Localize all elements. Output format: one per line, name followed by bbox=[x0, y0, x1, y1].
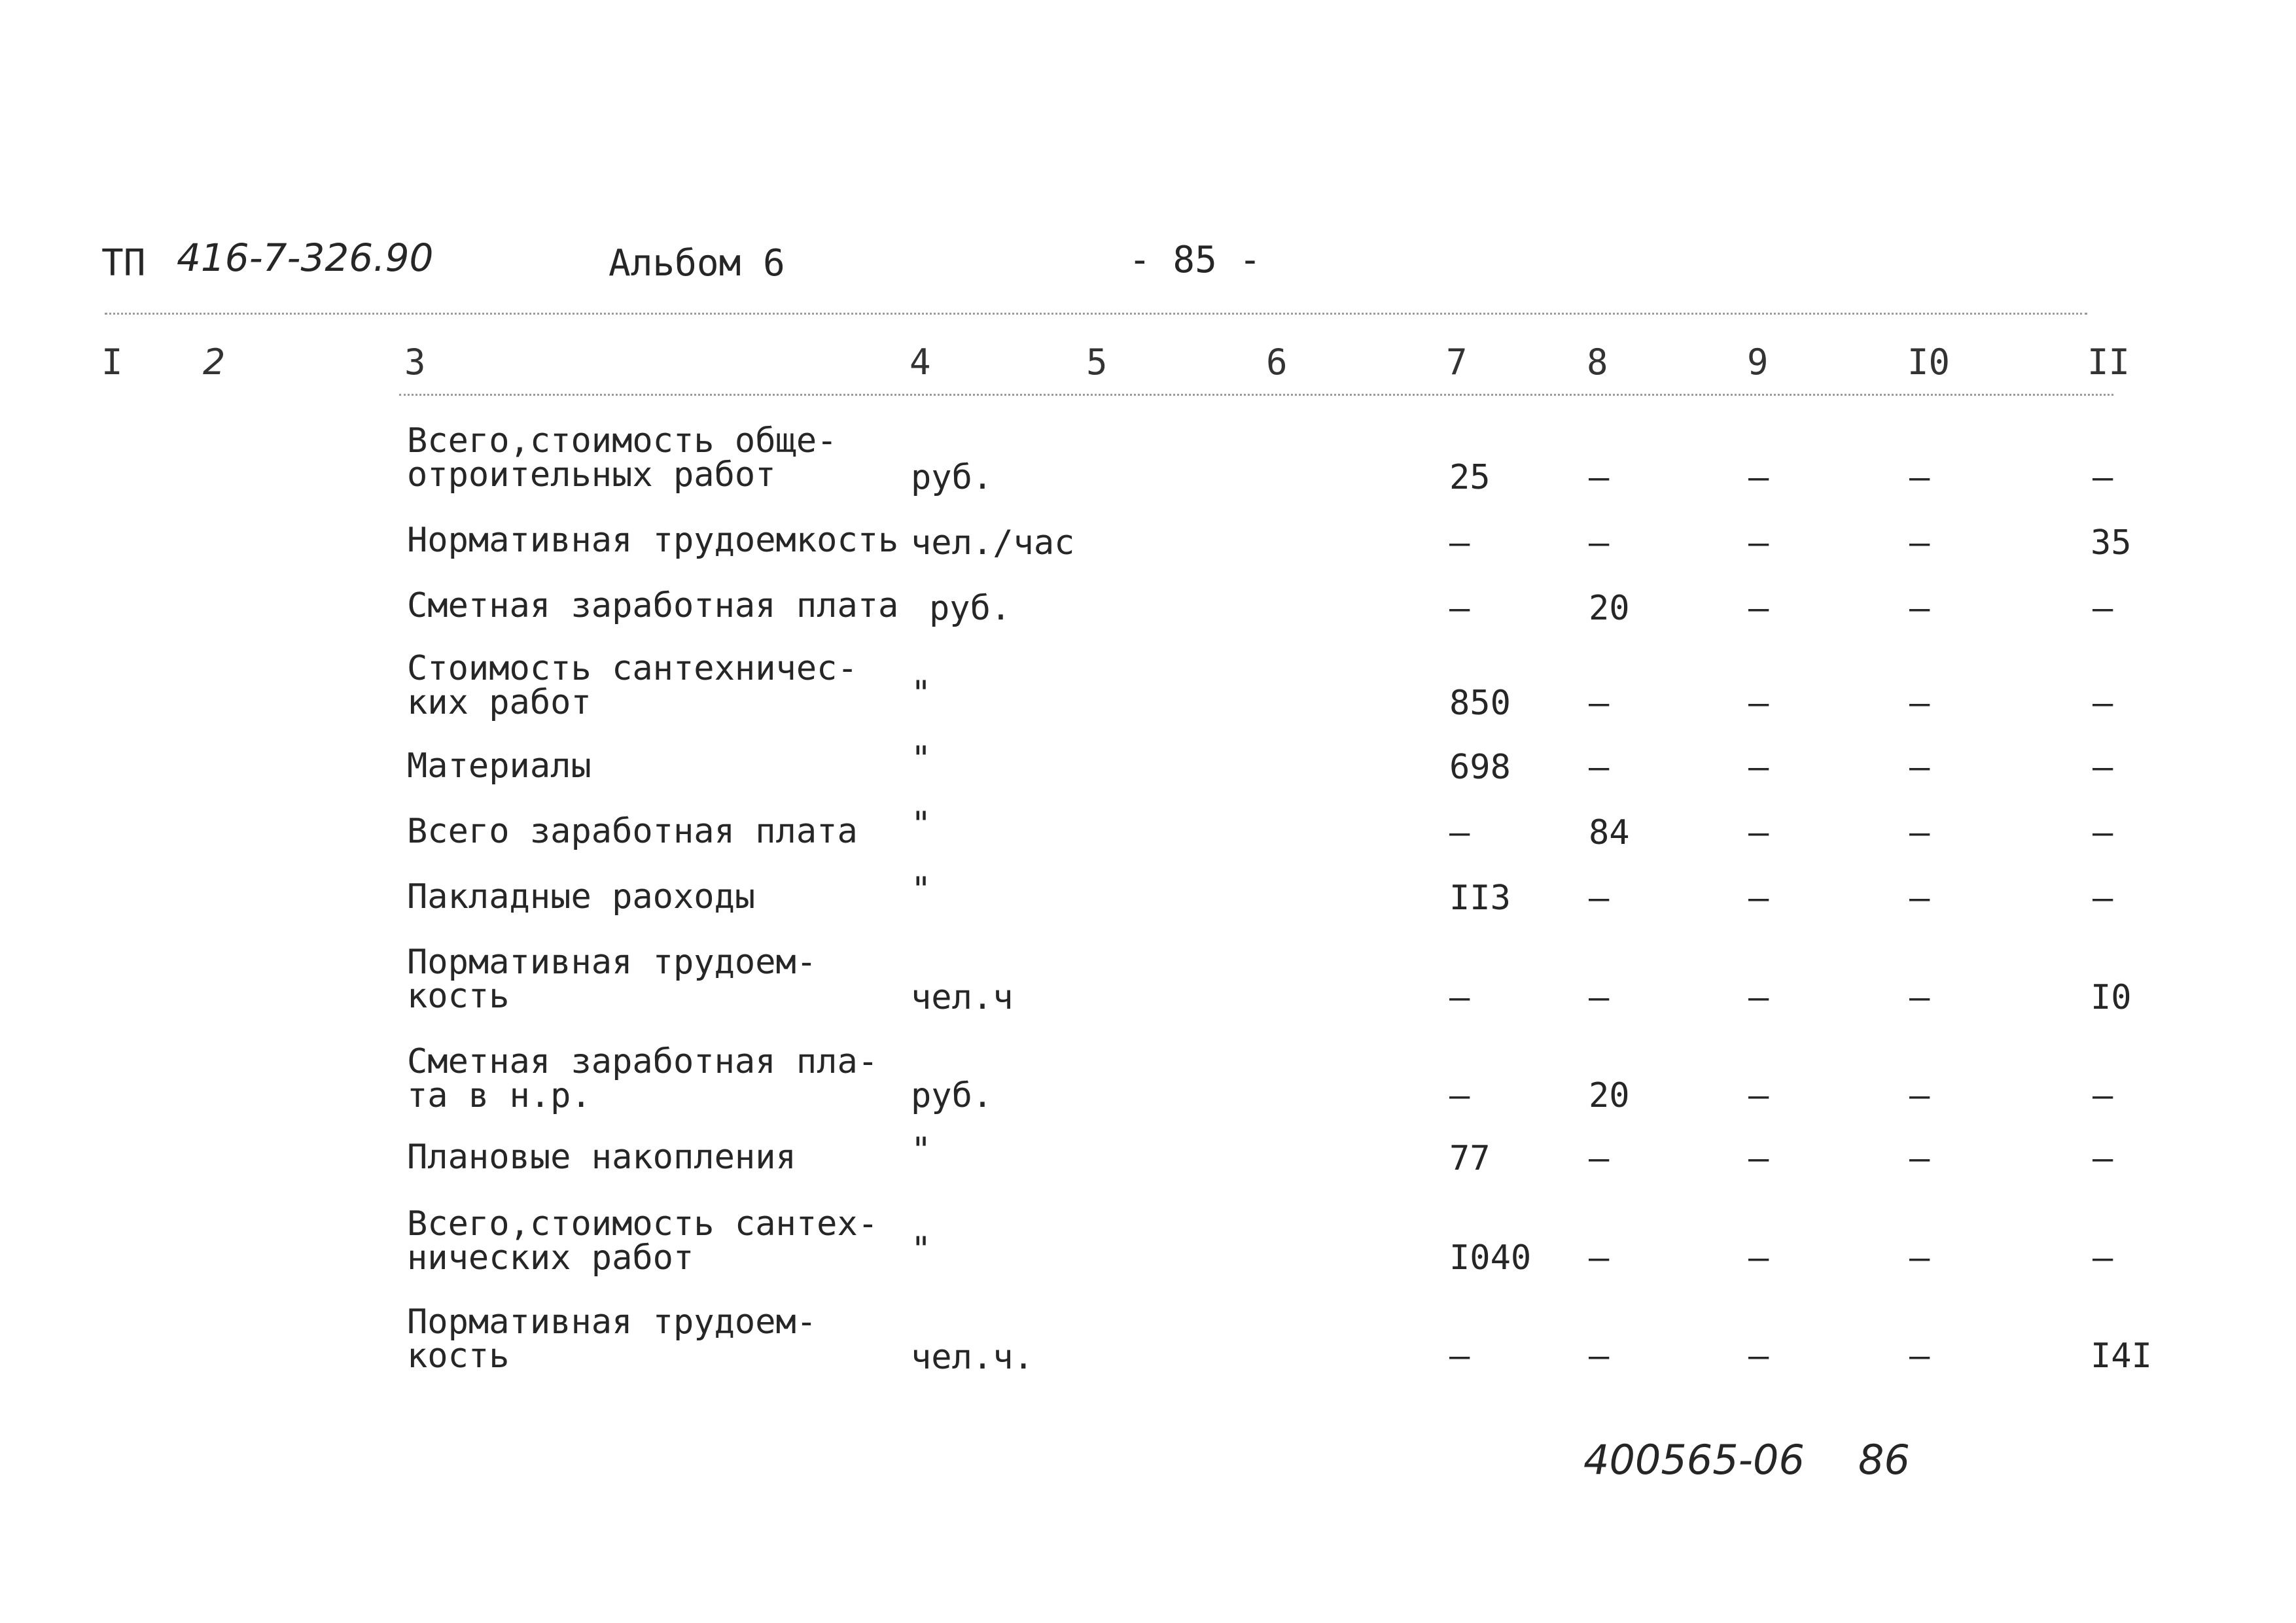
album-label: Альбом 6 bbox=[609, 242, 785, 285]
row-unit: чел./час bbox=[911, 523, 1075, 563]
row-name-line1: Пакладные раоходы bbox=[407, 877, 756, 916]
row-unit: " bbox=[911, 805, 932, 844]
row-unit: руб. bbox=[911, 458, 993, 497]
col9-value: – bbox=[1748, 1076, 1769, 1115]
col10-value: – bbox=[1909, 684, 1930, 723]
col9-value: – bbox=[1748, 879, 1769, 918]
row-name-line2: та в н.р. bbox=[407, 1076, 592, 1115]
col7-value: 850 bbox=[1449, 684, 1511, 723]
row-name-line1: Нормативная трудоемкость bbox=[407, 521, 899, 560]
col8-value: – bbox=[1589, 1238, 1610, 1278]
doc-prefix: ТП bbox=[101, 242, 146, 285]
col7-value: – bbox=[1449, 978, 1470, 1017]
col11-value: – bbox=[2093, 748, 2113, 787]
row-unit: " bbox=[911, 1230, 932, 1269]
row-unit: " bbox=[911, 674, 932, 713]
col10-value: – bbox=[1909, 1238, 1930, 1278]
row-unit: руб. bbox=[929, 589, 1012, 628]
col7-value: 25 bbox=[1449, 458, 1491, 497]
col10-value: – bbox=[1909, 1076, 1930, 1115]
col8-value: – bbox=[1589, 1139, 1610, 1178]
col9-value: – bbox=[1748, 523, 1769, 563]
col7-value: I040 bbox=[1449, 1238, 1532, 1278]
col8-value: – bbox=[1589, 1336, 1610, 1376]
column-number: II bbox=[2087, 341, 2130, 383]
col7-value: 77 bbox=[1449, 1139, 1491, 1178]
sheet-number: 86 bbox=[1858, 1436, 1910, 1484]
doc-number: 416-7-326.90 bbox=[177, 236, 434, 280]
col8-value: – bbox=[1589, 458, 1610, 497]
archive-number: 400565-06 bbox=[1583, 1436, 1805, 1484]
col9-value: – bbox=[1748, 589, 1769, 628]
col11-value: – bbox=[2093, 1139, 2113, 1178]
col9-value: – bbox=[1748, 1238, 1769, 1278]
row-unit: чел.ч. bbox=[911, 1338, 1034, 1377]
col11-value: – bbox=[2093, 813, 2113, 852]
col10-value: – bbox=[1909, 1336, 1930, 1376]
column-number: 3 bbox=[404, 341, 426, 383]
column-number: I bbox=[101, 341, 123, 383]
col7-value: – bbox=[1449, 813, 1470, 852]
col8-value: – bbox=[1589, 879, 1610, 918]
row-unit: " bbox=[911, 1130, 932, 1170]
col11-value: I0 bbox=[2091, 978, 2132, 1017]
col7-value: II3 bbox=[1449, 879, 1511, 918]
row-unit: " bbox=[911, 739, 932, 778]
row-name-line1: Всего,стоимость сантех- bbox=[407, 1204, 879, 1244]
col9-value: – bbox=[1748, 458, 1769, 497]
row-name-line1: Стоимость сантехничес- bbox=[407, 649, 858, 688]
row-name-line1: Пормативная трудоем- bbox=[407, 943, 817, 982]
column-number: 5 bbox=[1086, 341, 1108, 383]
column-number: I0 bbox=[1907, 341, 1951, 383]
col8-value: 20 bbox=[1589, 589, 1630, 628]
col9-value: – bbox=[1748, 1336, 1769, 1376]
col8-value: – bbox=[1589, 748, 1610, 787]
col9-value: – bbox=[1748, 813, 1769, 852]
col11-value: I4I bbox=[2091, 1336, 2152, 1376]
row-unit: руб. bbox=[911, 1076, 993, 1115]
row-name-line1: Всего,стоимость обще- bbox=[407, 421, 838, 461]
col8-value: – bbox=[1589, 523, 1610, 563]
col8-value: – bbox=[1589, 978, 1610, 1017]
row-name-line1: Материалы bbox=[407, 746, 592, 786]
col9-value: – bbox=[1748, 748, 1769, 787]
col7-value: – bbox=[1449, 1336, 1470, 1376]
row-unit: " bbox=[911, 870, 932, 909]
col10-value: – bbox=[1909, 523, 1930, 563]
row-name-line2: кость bbox=[407, 977, 510, 1016]
column-number: 7 bbox=[1446, 341, 1468, 383]
col11-value: – bbox=[2093, 879, 2113, 918]
col11-value: – bbox=[2093, 458, 2113, 497]
row-unit: чел.ч bbox=[911, 978, 1014, 1017]
col9-value: – bbox=[1748, 1139, 1769, 1178]
col10-value: – bbox=[1909, 813, 1930, 852]
col11-value: – bbox=[2093, 1238, 2113, 1278]
col11-value: – bbox=[2093, 589, 2113, 628]
col11-value: – bbox=[2093, 684, 2113, 723]
column-number: 8 bbox=[1587, 341, 1608, 383]
page-number: - 85 - bbox=[1129, 239, 1262, 281]
column-number: 2 bbox=[203, 341, 226, 383]
col8-value: – bbox=[1589, 684, 1610, 723]
col7-value: – bbox=[1449, 589, 1470, 628]
row-name-line2: нических работ bbox=[407, 1238, 694, 1278]
column-number: 4 bbox=[910, 341, 931, 383]
col9-value: – bbox=[1748, 684, 1769, 723]
row-name-line1: Всего заработная плата bbox=[407, 812, 858, 851]
col10-value: – bbox=[1909, 589, 1930, 628]
row-name-line1: Пормативная трудоем- bbox=[407, 1302, 817, 1342]
col11-value: – bbox=[2093, 1076, 2113, 1115]
col8-value: 20 bbox=[1589, 1076, 1630, 1115]
column-header-divider bbox=[399, 394, 2113, 396]
col9-value: – bbox=[1748, 978, 1769, 1017]
row-name-line1: Плановые накопления bbox=[407, 1138, 796, 1177]
col11-value: 35 bbox=[2091, 523, 2132, 563]
col10-value: – bbox=[1909, 978, 1930, 1017]
col7-value: – bbox=[1449, 523, 1470, 563]
row-name-line1: Сметная заработная плата bbox=[407, 586, 899, 625]
col10-value: – bbox=[1909, 879, 1930, 918]
col8-value: 84 bbox=[1589, 813, 1630, 852]
column-number: 6 bbox=[1266, 341, 1288, 383]
row-name-line1: Сметная заработная пла- bbox=[407, 1042, 879, 1081]
col10-value: – bbox=[1909, 748, 1930, 787]
column-number: 9 bbox=[1747, 341, 1769, 383]
col7-value: – bbox=[1449, 1076, 1470, 1115]
header-divider bbox=[105, 313, 2087, 315]
col10-value: – bbox=[1909, 458, 1930, 497]
col7-value: 698 bbox=[1449, 748, 1511, 787]
row-name-line2: ких работ bbox=[407, 683, 592, 722]
row-name-line2: отроительных работ bbox=[407, 455, 776, 495]
row-name-line2: кость bbox=[407, 1336, 510, 1376]
col10-value: – bbox=[1909, 1139, 1930, 1178]
